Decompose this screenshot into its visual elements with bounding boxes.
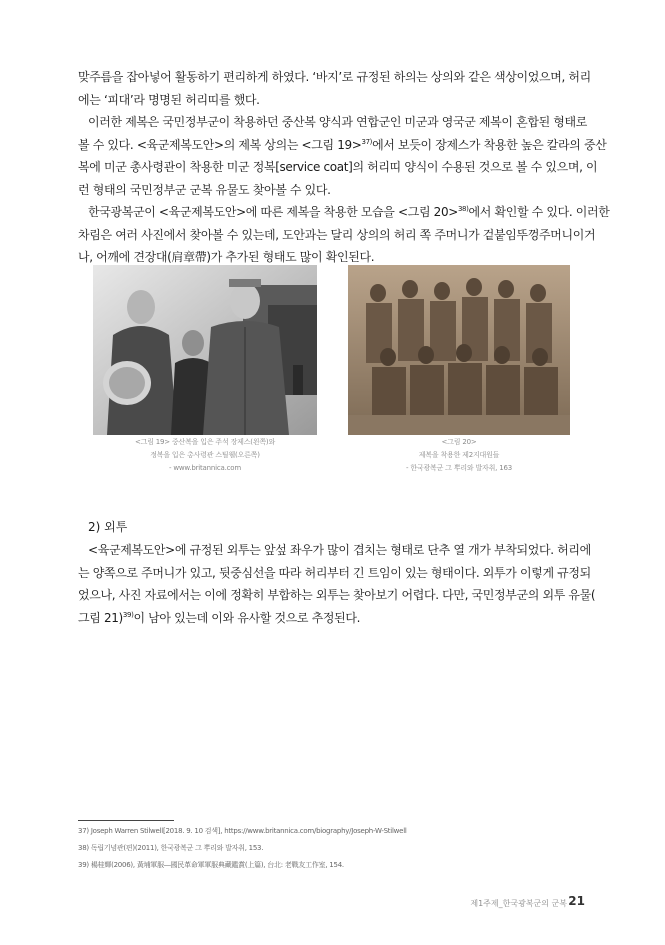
- footnote-ref-38[interactable]: 38): [457, 205, 469, 213]
- text-segment: 그림 21): [78, 610, 123, 625]
- text-segment: 볼 수 있다. <육군제복도안>의 제복 상의는 <그림 19>: [78, 137, 362, 152]
- text-segment: 에서 확인할 수 있다. 이러한: [468, 205, 610, 219]
- page-number: 21: [568, 894, 585, 908]
- figure-20: [348, 265, 570, 480]
- text-segment: 에서 보듯이 장제스가 착용한 높은 칼라의 중산: [372, 137, 607, 152]
- text-line: 었으나, 사진 자료에서는 이에 정확히 부합하는 외투는 찾아보기 어렵다. 다만, 국민정부군의 외투 유물(: [78, 588, 596, 602]
- footnote-38: 38) 독립기념관(편)(2011), 한국광복군 그 뿌리와 발자취, 153.: [78, 844, 264, 852]
- paragraph-gwangbok-uniform: [78, 201, 610, 269]
- paragraph-overcoat: [78, 539, 596, 629]
- text-line: 런 형태의 국민정부군 군복 유물도 찾아볼 수 있다.: [78, 182, 331, 197]
- paragraph-trousers: [78, 66, 590, 111]
- footnote-ref-37[interactable]: 37): [361, 137, 373, 146]
- caption-line: <그림 19> 중산복을 입은 주석 장제스(왼쪽)와: [134, 438, 276, 446]
- caption-line: <그림 20>: [441, 438, 477, 446]
- text-line: 복에 미군 총사령관이 착용한 미군 정복[service coat]의 허리띠 양식이 수용된 것으로 볼 수 있으며, 이: [78, 160, 598, 174]
- text-line: 에는 ‘피대’라 명명된 허리띠를 했다.: [78, 92, 260, 107]
- figure-20-photo: [348, 265, 570, 435]
- paragraph-uniform-origin: [78, 111, 607, 201]
- footnote-divider: [78, 820, 174, 821]
- text-line: [78, 134, 607, 157]
- caption-source: - www.britannica.com: [169, 464, 241, 472]
- figure-19-photo: [93, 265, 317, 435]
- section-subheading: 2) 외투: [88, 520, 128, 534]
- text-segment: 이 남아 있는데 이와 유사할 것으로 추정된다.: [133, 610, 361, 625]
- text-line: <육군제복도안>에 규정된 외투는 앞섶 좌우가 많이 겹치는 형태로 단추 열 개가 부착되었다. 허리에: [88, 543, 591, 557]
- text-line: [78, 201, 610, 224]
- text-line: [78, 607, 590, 630]
- second-detachment-photo: [348, 265, 570, 435]
- footnote-39: 39) 楊桂輝(2006), 黃埔軍服―國民革命軍軍服典藏鑑賞(上篇), 台北: 老戰友工作室, 154.: [78, 861, 344, 869]
- text-line: 는 양쪽으로 주머니가 있고, 뒷중심선을 따라 허리부터 긴 트임이 있는 형태이다. 외투가 이렇게 규정되: [78, 565, 591, 580]
- chiang-stilwell-photo: [93, 265, 317, 435]
- text-line: 맞주름을 잡아넣어 활동하기 편리하게 하였다. ‘바지’로 규정된 하의는 상의와 같은 색상이었으며, 허리: [78, 70, 591, 84]
- text-line: 나, 어깨에 견장대(肩章帶)가 추가된 형태도 많이 확인된다.: [78, 250, 375, 264]
- caption-line: 정복을 입은 총사령관 스틸웰(오른쪽): [150, 451, 260, 459]
- footnote-37: 37) Joseph Warren Stilwell[2018. 9. 10 검색], https://www.britannica.com/biography/Joseph-W-Stilwell: [78, 827, 407, 835]
- figure-20-caption: [348, 436, 570, 475]
- figure-19: [93, 265, 317, 480]
- caption-source: - 한국광복군 그 뿌리와 발자취, 163: [406, 464, 512, 472]
- text-line: 이러한 제복은 국민정부군이 착용하던 중산복 양식과 연합군인 미군과 영국군 제복이 혼합된 형태로: [88, 115, 588, 129]
- text-line: 차림은 여러 사진에서 찾아볼 수 있는데, 도안과는 달리 상의의 허리 쪽 주머니가 겉붙임뚜껑주머니이거: [78, 227, 596, 242]
- footnote-ref-39[interactable]: 39): [122, 610, 134, 619]
- text-segment: 한국광복군이 <육군제복도안>에 따른 제복을 착용한 모습을 <그림 20>: [88, 205, 458, 219]
- running-footer-chapter: 제1주제_한국광복군의 군복: [470, 899, 567, 908]
- caption-line: 제복을 착용한 제2지대원들: [418, 451, 500, 459]
- figure-19-caption: [93, 436, 317, 475]
